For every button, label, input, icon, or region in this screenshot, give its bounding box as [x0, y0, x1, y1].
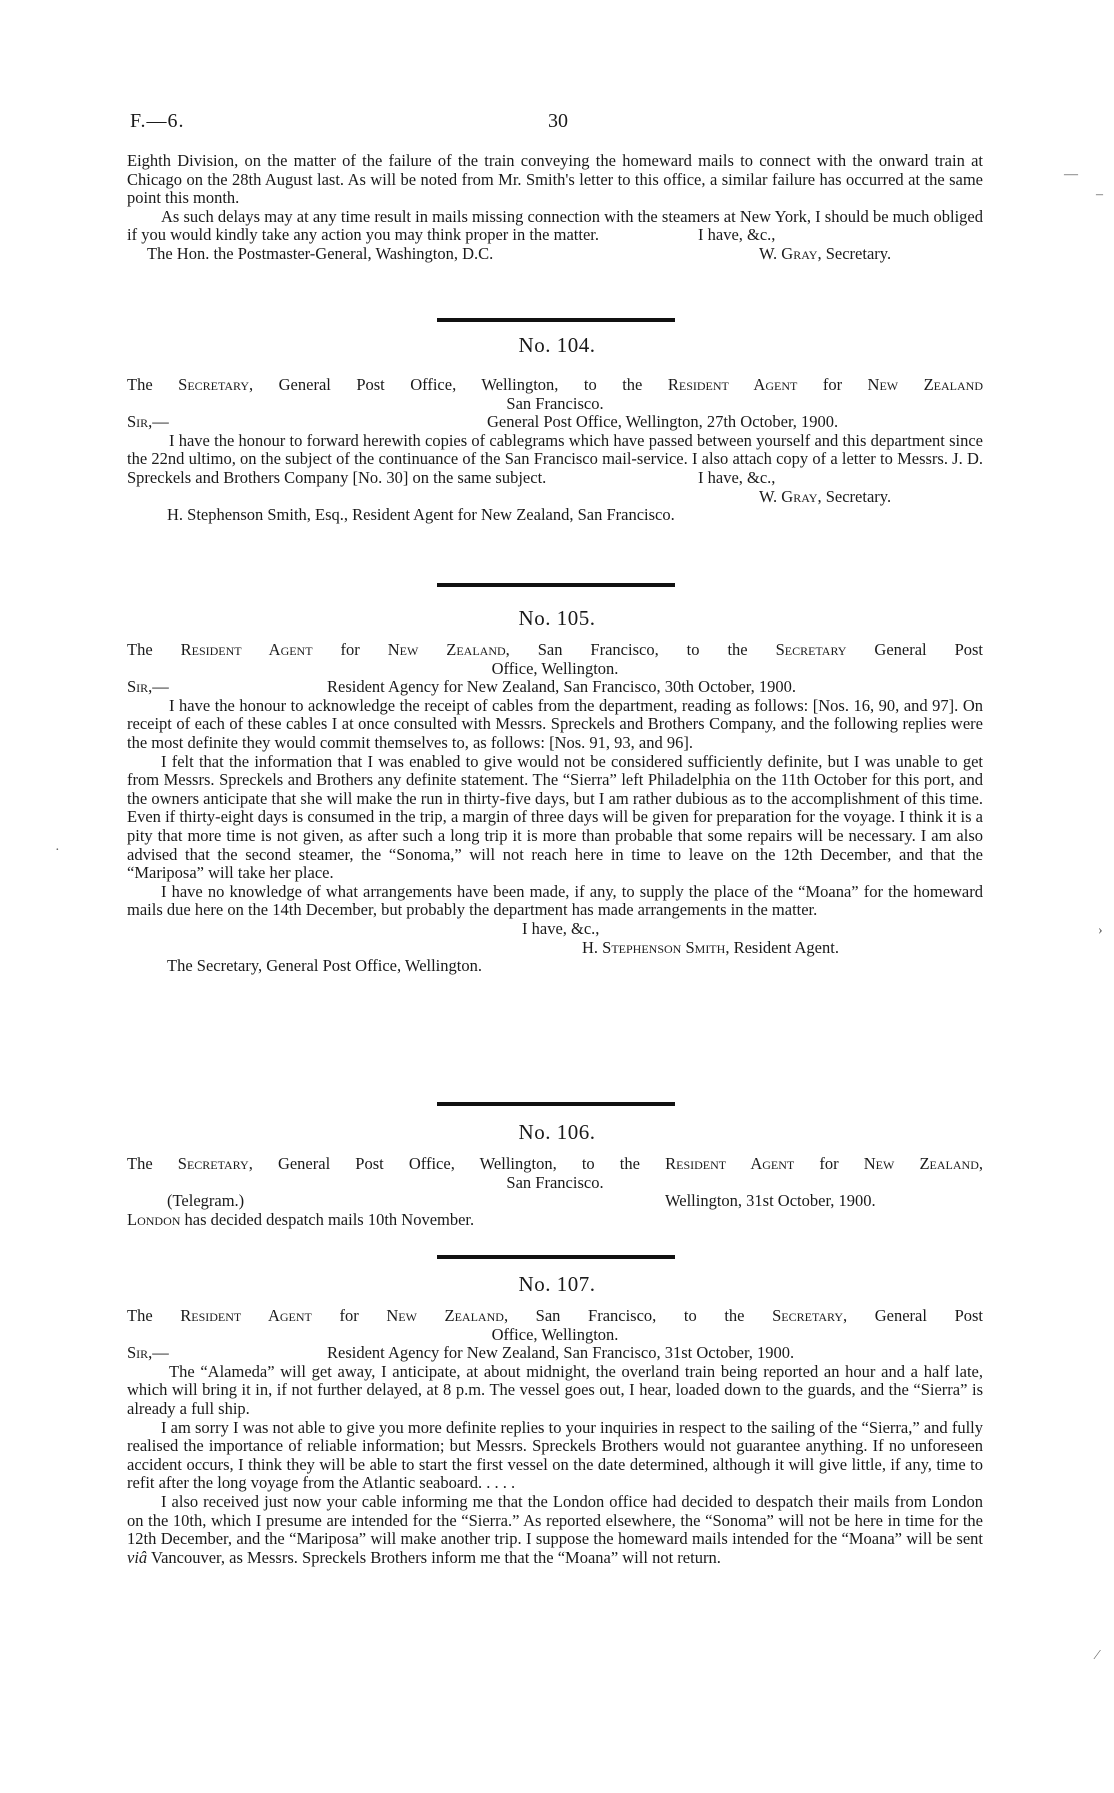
signature: W. Gray, Secretary.	[759, 486, 892, 506]
addressee: H. Stephenson Smith, Esq., Resident Agent for New Zealand, San Francisco.	[167, 505, 675, 525]
letter-107	[127, 1307, 983, 1567]
salutation: Sir,—	[127, 677, 169, 697]
closing: I have, &c.,	[522, 918, 600, 938]
place-date: General Post Office, Wellington, 27th October, 1900.	[487, 412, 839, 432]
telegram-message: London has decided despatch mails 10th November.	[127, 1209, 475, 1229]
paragraph: I am sorry I was not able to give you more definite replies to your inquiries in respect to the sailing of the “Sierra,” and fully realised the importance of reliable information; but Messrs. Spreckels Brothers would not guarantee anything. If no unforeseen accident occurs, I think they will be able to start the first vessel on the date determined, although it will give little, if any, time to refit after the long voyage from the Atlantic seaboard. . . . .	[127, 1417, 983, 1493]
letter-number: No. 107.	[518, 1272, 596, 1296]
paragraph: I have the honour to forward herewith copies of cablegrams which have passed between yourself and this department since the 22nd ultimo, on the subject of the continuance of the San Francisco mail-service. I also attach copy of a letter to Messrs. J. D. Spreckels and Brothers Company [No. 30] on the same subject.	[127, 430, 983, 487]
section-divider	[437, 318, 675, 322]
letter-continuation	[127, 152, 983, 264]
margin-mark: ·	[55, 843, 60, 858]
margin-mark: —	[1064, 167, 1078, 182]
paragraph: The “Alameda” will get away, I anticipate, at about midnight, the overland train being reported an hour and a half late, which will bring it in, if not further delayed, at 8 p.m. The vessel goes out, I hear, loaded down to the guards, and the “Sierra” is already a full ship.	[127, 1361, 983, 1418]
paragraph: Eighth Division, on the matter of the failure of the train conveying the homeward mails to connect with the onward train at Chicago on the 28th August last. As will be noted from Mr. Smith's letter to this office, a similar failure has occurred at the same point this month.	[127, 151, 983, 208]
closing: I have, &c.,	[698, 225, 776, 245]
document-reference: F.—6.	[130, 110, 185, 132]
place-date: Resident Agency for New Zealand, San Francisco, 31st October, 1900.	[327, 1343, 795, 1363]
letter-heading: The Secretary, General Post Office, Wellington, to the Resident Agent for New Zealand,	[127, 1154, 984, 1173]
salutation: Sir,—	[127, 1343, 169, 1363]
margin-mark: ›	[1098, 923, 1103, 938]
letter-heading: The Resident Agent for New Zealand, San Francisco, to the Secretary, General Post	[127, 1306, 984, 1325]
letter-heading-line2: Office, Wellington.	[491, 1324, 619, 1344]
salutation: Sir,—	[127, 412, 169, 432]
page-header	[130, 112, 990, 136]
page-number: 30	[548, 110, 568, 132]
paragraph: I have the honour to acknowledge the receipt of cables from the department, reading as follows: [Nos. 16, 90, and 97]. On receipt of each of these cables I at once consulted with Messrs. Spreckels and Brothers Company, and the following replies were the most definite they would commit themselves to, as follows: [Nos. 91, 93, and 96].	[127, 695, 983, 752]
letter-106	[127, 1155, 983, 1229]
place-date: Wellington, 31st October, 1900.	[665, 1191, 876, 1211]
section-divider	[437, 1255, 675, 1259]
signature: W. Gray, Secretary.	[759, 243, 892, 263]
letter-number: No. 105.	[518, 606, 596, 630]
telegram-note: (Telegram.)	[167, 1191, 245, 1211]
paragraph: As such delays may at any time result in mails missing connection with the steamers at New York, I should be much obliged if you would kindly take any action you may think proper in the matter.	[127, 206, 983, 245]
place-date: Resident Agency for New Zealand, San Francisco, 30th October, 1900.	[327, 677, 797, 697]
closing: I have, &c.,	[698, 467, 776, 487]
letter-105	[127, 641, 983, 976]
letter-104	[127, 376, 983, 525]
addressee: The Secretary, General Post Office, Wellington.	[167, 956, 482, 976]
letter-heading: The Secretary, General Post Office, Wellington, to the Resident Agent for New Zealand	[127, 375, 984, 394]
paragraph: I also received just now your cable informing me that the London office had decided to despatch their mails from London on the 10th, which I presume are intended for the “Sierra.” As reported elsewhere, the “Sonoma” will not be here in time for the 12th December, and the “Mariposa” will make another trip. I suppose the homeward mails intended for the “Moana” will be sent viâ Vancouver, as Messrs. Spreckels Brothers inform me that the “Moana” will not return.	[127, 1491, 983, 1567]
addressee: The Hon. the Postmaster-General, Washington, D.C.	[147, 243, 494, 263]
section-divider	[437, 1102, 675, 1106]
paragraph: I felt that the information that I was enabled to give would not be considered sufficiently definite, but I was unable to get from Messrs. Spreckels and Brothers any definite statement. The “Sierra” left Philadelphia on the 11th October for this port, and the owners anticipate that she will make the run in thirty-five days, but I am rather dubious as to the accomplishment of this time. Even if thirty-eight days is consumed in the trip, a margin of three days will be given for preparation for the voyage. I think it is a pity that more time is not given, as after such a long trip it is more than probable that some repairs will be necessary. I am also advised that the second steamer, the “Sonoma,” will not reach here in time to leave on the 12th December, and that the “Mariposa” will take her place.	[127, 751, 983, 883]
letter-number: No. 104.	[518, 333, 596, 357]
signature: H. Stephenson Smith, Resident Agent.	[582, 937, 839, 957]
letter-heading-line2: San Francisco.	[506, 1172, 604, 1192]
margin-mark: –	[1096, 187, 1103, 202]
letter-heading-line2: Office, Wellington.	[491, 658, 619, 678]
section-divider	[437, 583, 675, 587]
letter-heading: The Resident Agent for New Zealand, San Francisco, to the Secretary General Post	[127, 640, 984, 659]
margin-mark: ⁄	[1096, 1648, 1099, 1663]
letter-heading-line2: San Francisco.	[506, 393, 604, 413]
paragraph: I have no knowledge of what arrangements have been made, if any, to supply the place of the “Moana” for the homeward mails due here on the 14th December, but probably the department has made arrangements in the matter.	[127, 881, 983, 920]
letter-number: No. 106.	[518, 1120, 596, 1144]
